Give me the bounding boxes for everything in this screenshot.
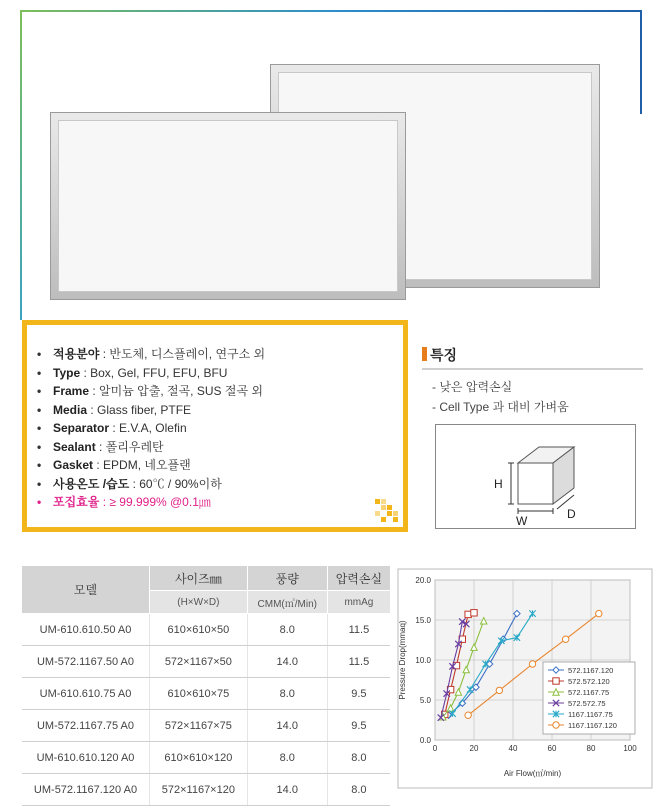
data-point (562, 636, 568, 642)
table-row: UM-610.610.50 A0 610×610×50 8.0 11.5 (22, 614, 390, 646)
x-tick-label: 40 (508, 744, 518, 753)
spec-item: • 적용분야 : 반도체, 디스플레이, 연구소 외 (37, 347, 266, 361)
spec-list (37, 345, 265, 512)
right-border-line (640, 10, 642, 114)
x-axis-label: Air Flow(㎥/min) (503, 769, 562, 778)
pressure-drop-chart (395, 566, 655, 791)
feature-item: - Cell Type 과 대비 가벼움 (432, 400, 569, 414)
legend-label: 1167.1167.120 (568, 721, 617, 730)
header-flow-unit: CMM(㎥/Min) (247, 591, 327, 614)
y-tick-label: 20.0 (415, 576, 431, 585)
spec-table (22, 566, 390, 806)
dimension-label-d: D (567, 507, 576, 521)
data-point (496, 687, 502, 693)
data-point (529, 661, 535, 667)
x-tick-label: 80 (586, 744, 596, 753)
spec-item-efficiency: • 포집효율 : ≥ 99.999% @0.1㎛ (37, 495, 211, 509)
header-model: 모델 (22, 566, 150, 614)
dimension-label-h: H (494, 477, 503, 491)
legend-label: 572.572.75 (568, 699, 606, 708)
features-title-marker (422, 347, 427, 361)
spec-item: • Frame : 알미늄 압출, 절곡, SUS 절곡 외 (37, 384, 263, 398)
feature-item: - 낮은 압력손실 (432, 380, 513, 394)
data-point (553, 722, 559, 728)
y-tick-label: 15.0 (415, 616, 431, 625)
header-flow: 풍량 (247, 566, 327, 591)
x-tick-label: 100 (623, 744, 637, 753)
spec-item: • Gasket : EPDM, 네오플랜 (37, 458, 191, 472)
box-dimension-icon (436, 425, 635, 528)
header-size-unit: (H×W×D) (150, 591, 248, 614)
header-loss: 압력손실 (327, 566, 390, 591)
legend-label: 572.1167.120 (568, 666, 614, 675)
features-title: 특징 (430, 347, 458, 363)
dimension-diagram (435, 424, 636, 529)
spec-item: • 사용온도 /습도 : 60℃ / 90%이하 (37, 476, 222, 491)
legend-label: 572.1167.75 (568, 688, 610, 697)
y-tick-label: 0.0 (419, 736, 431, 745)
x-tick-label: 20 (469, 744, 479, 753)
data-point (596, 610, 602, 616)
chart-svg (395, 566, 655, 791)
table-row: UM-610.610.120 A0 610×610×120 8.0 8.0 (22, 742, 390, 774)
data-point (471, 610, 477, 616)
features-divider (422, 368, 643, 370)
corner-dots-decoration (375, 499, 397, 521)
data-point (553, 678, 559, 684)
top-border-line (20, 10, 642, 12)
table-row: UM-572.1167.75 A0 572×1167×75 14.0 9.5 (22, 710, 390, 742)
legend-label: 572.572.120 (568, 677, 610, 686)
table-row: UM-572.1167.50 A0 572×1167×50 14.0 11.5 (22, 646, 390, 678)
y-tick-label: 5.0 (419, 696, 431, 705)
left-border-line (20, 10, 22, 320)
legend-label: 1167.1167.75 (568, 710, 613, 719)
x-tick-label: 0 (432, 744, 438, 753)
spec-item: • Media : Glass fiber, PTFE (37, 402, 192, 417)
table-row: UM-610.610.75 A0 610×610×75 8.0 9.5 (22, 678, 390, 710)
table-row: UM-572.1167.120 A0 572×1167×120 14.0 8.0 (22, 774, 390, 806)
y-axis-label: Pressure Drop(mmaq) (398, 620, 407, 700)
filter-panel-front (50, 112, 406, 300)
spec-item: • Type : Box, Gel, FFU, EFU, BFU (37, 365, 228, 380)
dimension-label-w: W (516, 514, 528, 528)
spec-item: • Separator : E.V.A, Olefin (37, 421, 187, 435)
y-tick-label: 10.0 (415, 656, 431, 665)
data-point (465, 712, 471, 718)
x-tick-label: 60 (547, 744, 557, 753)
spec-box (22, 320, 408, 532)
header-size: 사이즈㎜ (150, 566, 248, 591)
spec-item: • Sealant : 폴리우레탄 (37, 439, 164, 454)
header-loss-unit: mmAg (327, 591, 390, 614)
